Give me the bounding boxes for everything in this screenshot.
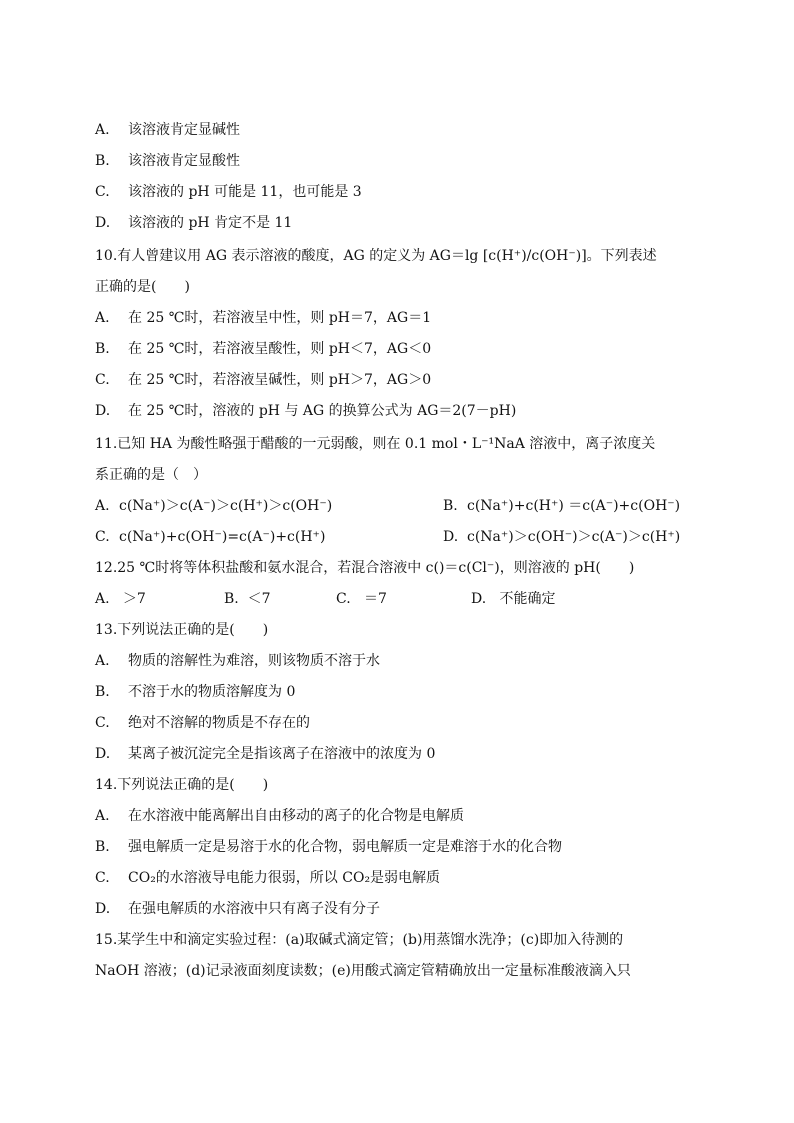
q14-option-d <box>95 899 380 919</box>
q12-option-a <box>95 589 146 609</box>
option-text: 强电解质一定是易溶于水的化合物，弱电解质一定是难溶于水的化合物 <box>128 839 562 855</box>
option-text: 不溶于水的物质溶解度为 0 <box>128 684 296 700</box>
q12-stem: 12.25 ℃时将等体积盐酸和氨水混合，若混合溶液中 c()＝c(Cl⁻)，则溶液的 pH( ) <box>95 560 635 576</box>
option-text: 某离子被沉淀完全是指该离子在溶液中的浓度为 0 <box>128 746 436 762</box>
q15-stem-line1: 15.某学生中和滴定实验过程：(a)取碱式滴定管；(b)用蒸馏水洗净；(c)即加入待测的 <box>95 932 624 948</box>
option-label: B. <box>95 684 110 700</box>
option-text: 在 25 ℃时，若溶液呈碱性，则 pH＞7，AG＞0 <box>128 372 432 388</box>
option-label: D. <box>443 529 459 545</box>
option-label: A. <box>95 122 110 138</box>
option-label: B. <box>443 498 458 514</box>
option-label: B. <box>95 153 110 169</box>
option-label: C. <box>95 184 110 200</box>
option-label: A. <box>95 808 110 824</box>
q11-option-d <box>443 527 680 547</box>
q11-stem-line1: 11.已知 HA 为酸性略强于醋酸的一元弱酸，则在 0.1 mol・L⁻¹NaA 溶液中，离子浓度关 <box>95 436 656 452</box>
q14-stem: 14.下列说法正确的是( ) <box>95 777 269 793</box>
option-text: 在 25 ℃时，若溶液呈酸性，则 pH＜7，AG＜0 <box>128 341 432 357</box>
q13-option-d <box>95 744 435 764</box>
option-text: 物质的溶解性为难溶，则该物质不溶于水 <box>128 653 380 669</box>
option-text: 该溶液肯定显碱性 <box>128 122 240 138</box>
option-text: c(Na⁺)＞c(OH⁻)＞c(A⁻)＞c(H⁺) <box>467 529 681 545</box>
option-text: c(Na⁺)＞c(A⁻)＞c(H⁺)＞c(OH⁻) <box>119 498 333 514</box>
option-text: c(Na⁺)+c(OH⁻)=c(A⁻)+c(H⁺) <box>119 529 326 545</box>
option-text: ＜7 <box>247 591 271 607</box>
option-text: CO₂的水溶液导电能力很弱，所以 CO₂是弱电解质 <box>128 870 441 886</box>
q10-option-d <box>95 401 516 421</box>
option-text: 该溶液的 pH 肯定不是 11 <box>128 215 293 231</box>
q10-stem-line2: 正确的是( ) <box>95 279 190 295</box>
q11-options-row1 <box>95 496 681 516</box>
q9-option-a <box>95 120 240 140</box>
q15-stem-line2: NaOH 溶液；(d)记录液面刻度读数；(e)用酸式滴定管精确放出一定量标准酸液滴入只 <box>95 963 631 979</box>
option-text: ＝7 <box>364 591 387 607</box>
option-text: 该溶液肯定显酸性 <box>128 153 240 169</box>
q13-stem: 13.下列说法正确的是( ) <box>95 622 269 638</box>
option-label: B. <box>95 341 110 357</box>
option-text: 在 25 ℃时，若溶液呈中性，则 pH＝7，AG＝1 <box>128 310 432 326</box>
option-label: B. <box>95 839 110 855</box>
option-text: 不能确定 <box>499 591 556 607</box>
option-label: D. <box>95 901 111 917</box>
option-label: C. <box>95 372 110 388</box>
option-label: C. <box>95 870 110 886</box>
option-label: C. <box>95 715 110 731</box>
q10-option-c <box>95 370 431 390</box>
q13-option-b <box>95 682 295 702</box>
option-text: c(Na⁺)+c(H⁺) ＝c(A⁻)+c(OH⁻) <box>467 498 681 514</box>
q14-option-a <box>95 806 464 826</box>
q10-option-b <box>95 339 431 359</box>
option-text: 该溶液的 pH 可能是 11，也可能是 3 <box>128 184 362 200</box>
q10-stem-line1: 10.有人曾建议用 AG 表示溶液的酸度，AG 的定义为 AG＝lg [c(H⁺)/c(OH⁻)]。下列表述 <box>95 248 657 264</box>
option-label: D. <box>95 215 111 231</box>
q13-option-a <box>95 651 380 671</box>
option-text: 在强电解质的水溶液中只有离子没有分子 <box>128 901 380 917</box>
q14-option-c <box>95 868 440 888</box>
q13-option-c <box>95 713 310 733</box>
option-label: D. <box>95 746 111 762</box>
q12-option-b <box>224 589 271 609</box>
q11-option-b <box>443 496 680 516</box>
q14-option-b <box>95 837 562 857</box>
q9-option-c <box>95 182 362 202</box>
option-label: A. <box>95 310 110 326</box>
q9-option-b <box>95 151 240 171</box>
option-label: D. <box>471 591 487 607</box>
q12-option-c <box>336 589 387 609</box>
q10-option-a <box>95 308 431 328</box>
option-text: 在水溶液中能离解出自由移动的离子的化合物是电解质 <box>128 808 464 824</box>
q12-option-d <box>471 589 556 609</box>
option-label: B. <box>224 591 239 607</box>
option-text: 绝对不溶解的物质是不存在的 <box>128 715 310 731</box>
option-label: D. <box>95 403 111 419</box>
q9-option-d <box>95 213 292 233</box>
option-label: A. <box>95 653 110 669</box>
option-label: A. <box>95 498 110 514</box>
q11-options-row2 <box>95 527 681 547</box>
option-text: ＞7 <box>122 591 146 607</box>
option-label: A. <box>95 591 110 607</box>
q11-stem-line2: 系正确的是（ ） <box>95 467 207 483</box>
option-text: 在 25 ℃时，溶液的 pH 与 AG 的换算公式为 AG＝2(7－pH) <box>128 403 517 419</box>
option-label: C. <box>95 529 110 545</box>
option-label: C. <box>336 591 351 607</box>
